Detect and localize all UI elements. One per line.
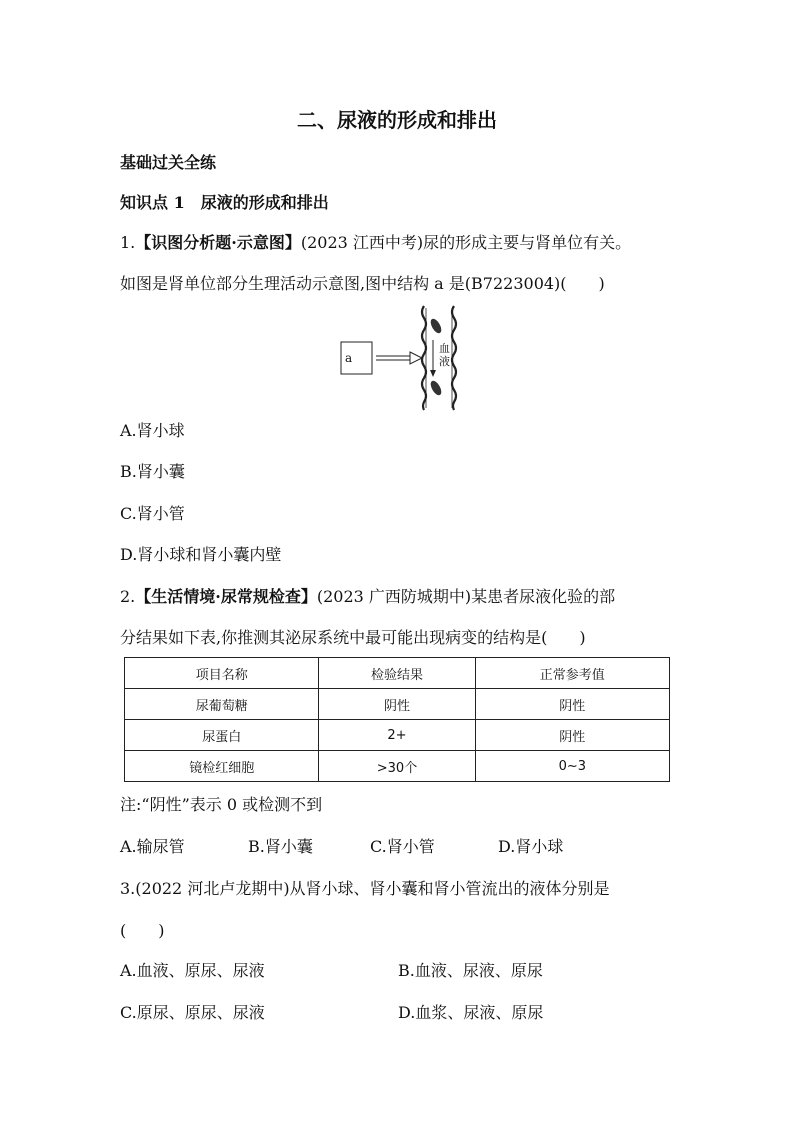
q2-line1 [120, 586, 615, 608]
q1-line1 [120, 232, 631, 254]
q1-option-d: D.肾小球和肾小囊内壁 [120, 545, 282, 564]
nephron-diagram-svg [330, 300, 470, 412]
q1-option-c: C.肾小管 [120, 504, 185, 523]
table-row [125, 689, 670, 720]
blood-label [439, 342, 450, 368]
blood-label-char1: 血 [439, 342, 450, 355]
q2-option-a: A.输尿管 [120, 837, 185, 856]
q2-option-b: B.肾小囊 [248, 837, 313, 856]
q1-number: 1. [120, 233, 136, 252]
q1-tag: 【识图分析题·示意图】 [135, 233, 301, 252]
table-row [125, 720, 670, 751]
nephron-diagram [330, 300, 470, 412]
table-cell: 镜检红细胞 [125, 751, 319, 782]
q2-line2: 分结果如下表,你推测其泌尿系统中最可能出现病变的结构是( ) [120, 628, 586, 647]
q2-option-c: C.肾小管 [370, 837, 435, 856]
q3-option-c: C.原尿、原尿、尿液 [120, 1003, 265, 1022]
q2-note: 注:“阴性”表示 0 或检测不到 [120, 795, 323, 814]
table-cell: 尿葡萄糖 [125, 689, 319, 720]
q1-option-b: B.肾小囊 [120, 462, 185, 481]
table-cell: 0~3 [475, 751, 669, 782]
q1-line1-text: (2023 江西中考)尿的形成主要与肾单位有关。 [300, 233, 632, 252]
q3-line2: ( ) [120, 921, 165, 940]
table-cell: 阴性 [475, 720, 669, 751]
q2-tag: 【生活情境·尿常规检查】 [135, 587, 317, 606]
section-title: 二、尿液的形成和排出 [297, 108, 497, 132]
table-header-cell: 正常参考值 [475, 658, 669, 689]
q2-option-d: D.肾小球 [498, 837, 564, 856]
table-cell: >30个 [319, 751, 475, 782]
q2-line1-text: (2023 广西防城期中)某患者尿液化验的部 [316, 587, 616, 606]
q1-option-a: A.肾小球 [120, 421, 185, 440]
table-cell: 2+ [319, 720, 475, 751]
knowledge-point-heading: 知识点 1 尿液的形成和排出 [120, 193, 329, 212]
q3-option-d: D.血浆、尿液、原尿 [398, 1003, 544, 1022]
table-header-row [125, 658, 670, 689]
table-header-cell: 项目名称 [125, 658, 319, 689]
table-cell: 阴性 [319, 689, 475, 720]
table-cell: 尿蛋白 [125, 720, 319, 751]
q3-option-a: A.血液、原尿、尿液 [120, 961, 265, 980]
q3-line1: 3.(2022 河北卢龙期中)从肾小球、肾小囊和肾小管流出的液体分别是 [120, 879, 610, 898]
table-row [125, 751, 670, 782]
structure-a-label: a [345, 351, 353, 365]
q3-option-b: B.血液、尿液、原尿 [398, 961, 543, 980]
q2-number: 2. [120, 587, 136, 606]
subheading: 基础过关全练 [120, 153, 217, 172]
blood-label-char2: 液 [439, 355, 450, 368]
q1-line2: 如图是肾单位部分生理活动示意图,图中结构 a 是(B7223004)( ) [120, 274, 605, 293]
table-cell: 阴性 [475, 689, 669, 720]
urinalysis-table [124, 657, 670, 782]
table-header-cell: 检验结果 [319, 658, 475, 689]
